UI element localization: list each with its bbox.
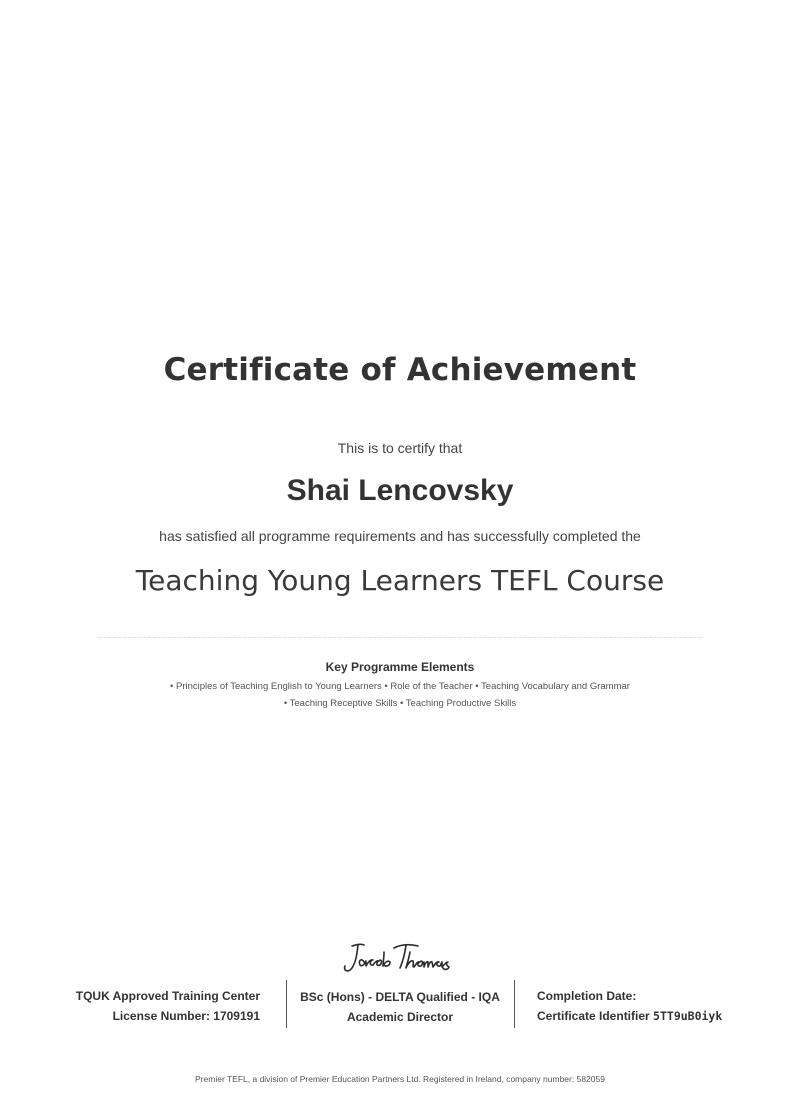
section-divider: [98, 637, 702, 638]
signature-image: [338, 938, 468, 978]
training-center-block: [60, 986, 260, 1026]
certificate-identifier-label: Certificate Identifier: [537, 1009, 650, 1023]
training-center-label: TQUK Approved Training Center: [75, 989, 260, 1003]
completion-statement: has satisfied all programme requirements and has successfully completed the: [159, 528, 641, 544]
footer-separator-left: [286, 980, 287, 1028]
footer-separator-right: [514, 980, 515, 1028]
completion-date-label: Completion Date:: [537, 989, 637, 1003]
company-registration-line: Premier TEFL, a division of Premier Education Partners Ltd. Registered in Ireland, company number: 582059: [195, 1074, 605, 1084]
certificate-identifier-row: [537, 1006, 777, 1026]
programme-elements-line-2: • Teaching Receptive Skills • Teaching Productive Skills: [283, 698, 517, 709]
director-qualifications: BSc (Hons) - DELTA Qualified - IQA: [300, 990, 500, 1004]
key-programme-heading: Key Programme Elements: [325, 660, 475, 674]
certificate-title: Certificate of Achievement: [163, 352, 637, 388]
director-block: [290, 987, 510, 1027]
course-name: Teaching Young Learners TEFL Course: [135, 564, 665, 597]
completion-block: [537, 986, 777, 1026]
recipient-name: Shai Lencovsky: [286, 474, 514, 507]
director-title: Academic Director: [346, 1010, 454, 1024]
programme-elements-line-1: • Principles of Teaching English to Young Learners • Role of the Teacher • Teaching Vocabulary and Grammar: [170, 681, 630, 692]
license-number: License Number: 1709191: [112, 1009, 260, 1023]
certificate-identifier-value: 5TT9uB0iyk: [653, 1009, 723, 1023]
certify-line: This is to certify that: [337, 440, 463, 456]
